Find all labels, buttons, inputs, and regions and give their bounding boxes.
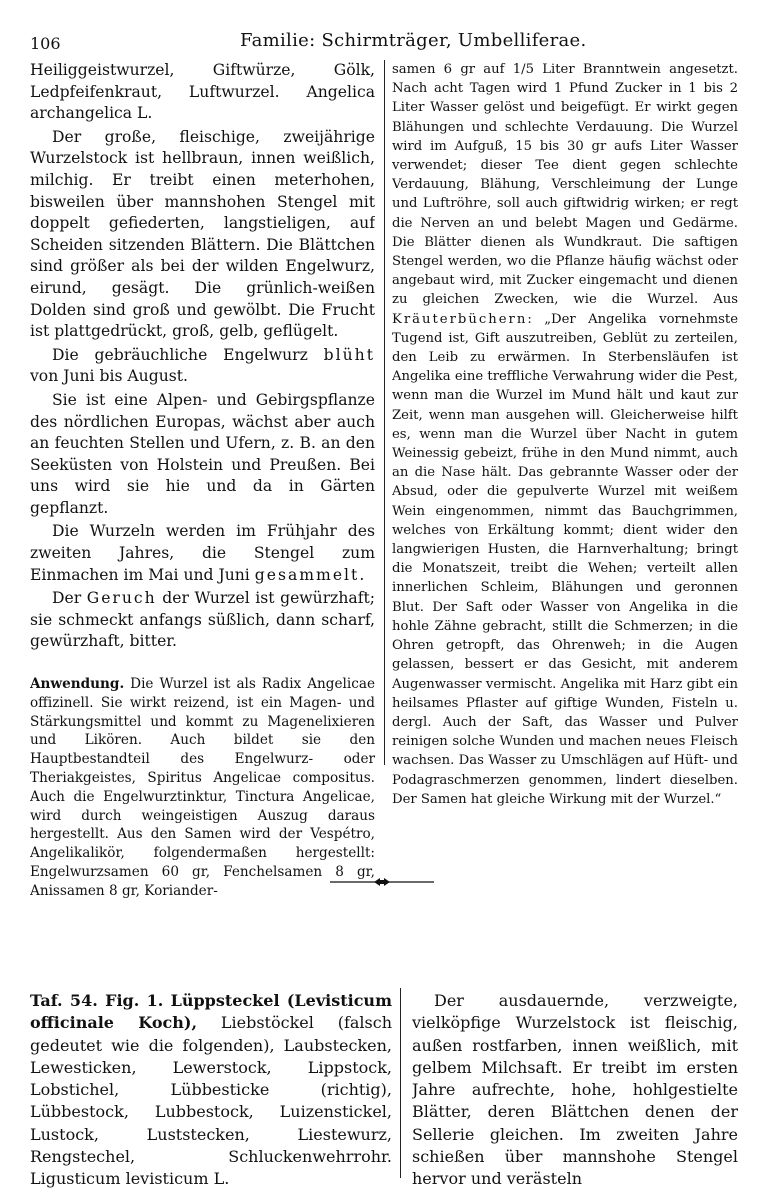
running-title: Familie: Schirmträger, Umbelliferae. xyxy=(240,30,587,51)
keyword: blüht xyxy=(323,345,375,364)
text-span: samen 6 gr auf 1/5 Liter Branntwein angesetzt. Nach acht Tagen wird 1 Pfund Zucker in 1 bis 2 Liter Wasser gelöst und beigefügt. Er wirkt gegen Blähungen und schlechte Verdauung. Die Wurzel wird im Aufguß, 15 bis 30 gr aufs Liter Wasser verwendet; dieser Tee dient gegen schlechte Verdauung, Blähung, Verschleimung der Lunge und Luftröhre, soll auch giftwidrig wirken; er regt die Nerven an und belebt Magen und Gedärme. Die Blätter dienen als Wundkraut. Die saftigen Stengel werden, wo die Pflanze häufig wächst oder angebaut wird, mit Zucker eingemacht und dienen zu gleichen Zwecken, wie die Wurzel. Aus xyxy=(392,62,738,308)
section-ornament xyxy=(330,874,434,890)
usage-text: Die Wurzel ist als Radix Angelicae offizinell. Sie wirkt reizend, ist ein Magen- und Stärkungsmittel und kommt zu Magenelixieren und Likören. Auch bildet sie den Hauptbestandteil des Engelwurz- oder Theriakgeistes, Spiritus Angelicae compositus. Auch die Engelwurztinktur, Tinctura Angelicae, wird durch weingeistigen Auszug daraus hergestellt. Aus den Samen wird der Vespétro, Angelikalikör, folgendermaßen hergestellt: Engelwurzsamen 60 gr, Fenchelsamen 8 gr, Anissamen 8 gr, Koriander- xyxy=(30,676,375,899)
entry-paragraph xyxy=(30,990,392,1191)
column-divider xyxy=(384,60,385,765)
entry-heading: Taf. 54. Fig. 1. Lüppsteckel (Levisticum officinale Koch), xyxy=(30,991,392,1033)
synonym-paragraph: Heiliggeistwurzel, Giftwürze, Gölk, Ledpfeifenkraut, Luftwurzel. Angelica archangelica L. xyxy=(30,61,375,123)
left-column xyxy=(30,60,375,901)
text-span: von Juni bis August. xyxy=(30,367,188,386)
keyword: gesammelt. xyxy=(254,565,367,584)
usage-label: Anwendung. xyxy=(30,676,125,693)
column-divider xyxy=(400,988,401,1178)
text-span: Der xyxy=(52,589,87,608)
text-span: Die Wurzeln werden im Frühjahr des zweiten Jahres, die Stengel zum Einmachen im Mai und Juni xyxy=(30,522,375,584)
bloom-paragraph xyxy=(30,345,375,388)
keyword: Geruch xyxy=(86,589,157,608)
text-span: Die gebräuchliche Engelwurz xyxy=(52,345,324,364)
next-entry-left xyxy=(30,990,392,1191)
right-column xyxy=(392,60,738,809)
habitat-paragraph: Sie ist eine Alpen- und Gebirgspflanze des nördlichen Europas, wächst aber auch an feuchten Stellen und Ufern, z. B. an den Seeküsten von Holstein und Preußen. Bei uns wird sie hie und da in Gärten gepflanzt. xyxy=(30,390,375,517)
text-span: : „Der Angelika vornehmste Tugend ist, Gift auszutreiben, Geblüt zu zerteilen, den Leib zu erwärmen. In Sterbensläufen ist Angelika eine treffliche Verwahrung wider die Pest, wenn man die Wurzel im Mund hält und kaut zur Zeit, wenn man ausgehen will. Gleicherweise hilft es, wenn man die Wurzel über Nacht in gutem Weinessig gebeizt, frühe in den Mund nimmt, auch an die Nase hält. Das gebrannte Wasser oder der Absud, oder die gepulverte Wurzel mit weißem Wein eingenommen, nimmt das Bauchgrimmen, welches von Erkältung kommt; dient wider den langwierigen Husten, die Harnverhaltung; bringt die Monatszeit, treibt die Wehen; verteilt allen innerlichen Schleim, Blähungen und geronnen Blut. Der Saft oder Wasser von Angelika in die hohle Zähne gebracht, stillt die Schmerzen; in die Ohren getropft, das Ohrenweh; in die Augen gelassen, bessert er das Gesicht, mit anderem Augenwasser vermischt. Angelika mit Harz gibt ein heilsames Pflaster auf giftige Wunden, Fisteln u. dergl. Auch der Saft, das Wasser und Pulver reinigen solche Wunden und machen neues Fleisch wachsen. Das Wasser zu Umschlägen auf Hüft- und Podagraschmerzen genommen, lindert dieselben. Der Samen hat gleiche Wirkung mit der Wurzel.“ xyxy=(392,311,738,807)
keyword: Kräuterbüchern xyxy=(392,311,528,327)
entry-description: Der ausdauernde, verzweigte, vielköpfige Wurzelstock ist fleischig, außen rostfarben, innen weißlich, mit gelbem Milchsaft. Er treibt im ersten Jahre aufrechte, hohe, hohlgestielte Blätter, deren Blättchen denen der Sellerie gleichen. Im zweiten Jahre schießen über mannshohe Stengel hervor und verästeln xyxy=(412,991,738,1189)
page-number: 106 xyxy=(30,34,61,53)
smell-paragraph xyxy=(30,588,375,653)
usage-paragraph xyxy=(30,675,375,901)
collection-paragraph xyxy=(30,521,375,586)
entry-synonyms: Liebstöckel (falsch gedeutet wie die folgenden), Laubstecken, Lewesticken, Lewerstock, Lippstock, Lobstichel, Lübbesticke (richtig), Lübbestock, Lubbestock, Luizenstickel, Lustock, Luststecken, Liestewurz, Rengstechel, Schluckenwehrrohr. Ligusticum levisticum L. xyxy=(30,1013,392,1189)
text-span: der Wurzel ist gewürzhaft; sie schmeckt anfangs süßlich, dann scharf, gewürzhaft, bitter. xyxy=(30,589,375,651)
description-paragraph: Der große, fleischige, zweijährige Wurzelstock ist hellbraun, innen weißlich, milchig. Er treibt einen meterhohen, bisweilen über mannshohen Stengel mit doppelt gefiederten, langstieligen, auf Scheiden sitzenden Blättern. Die Blättchen sind größer als bei der wilden Engelwurz, eirund, gesägt. Die grünlich-weißen Dolden sind groß und gewölbt. Die Frucht ist plattgedrückt, groß, gelb, geflügelt. xyxy=(30,127,375,341)
next-entry-right xyxy=(412,990,738,1191)
continued-usage-paragraph xyxy=(392,60,738,809)
